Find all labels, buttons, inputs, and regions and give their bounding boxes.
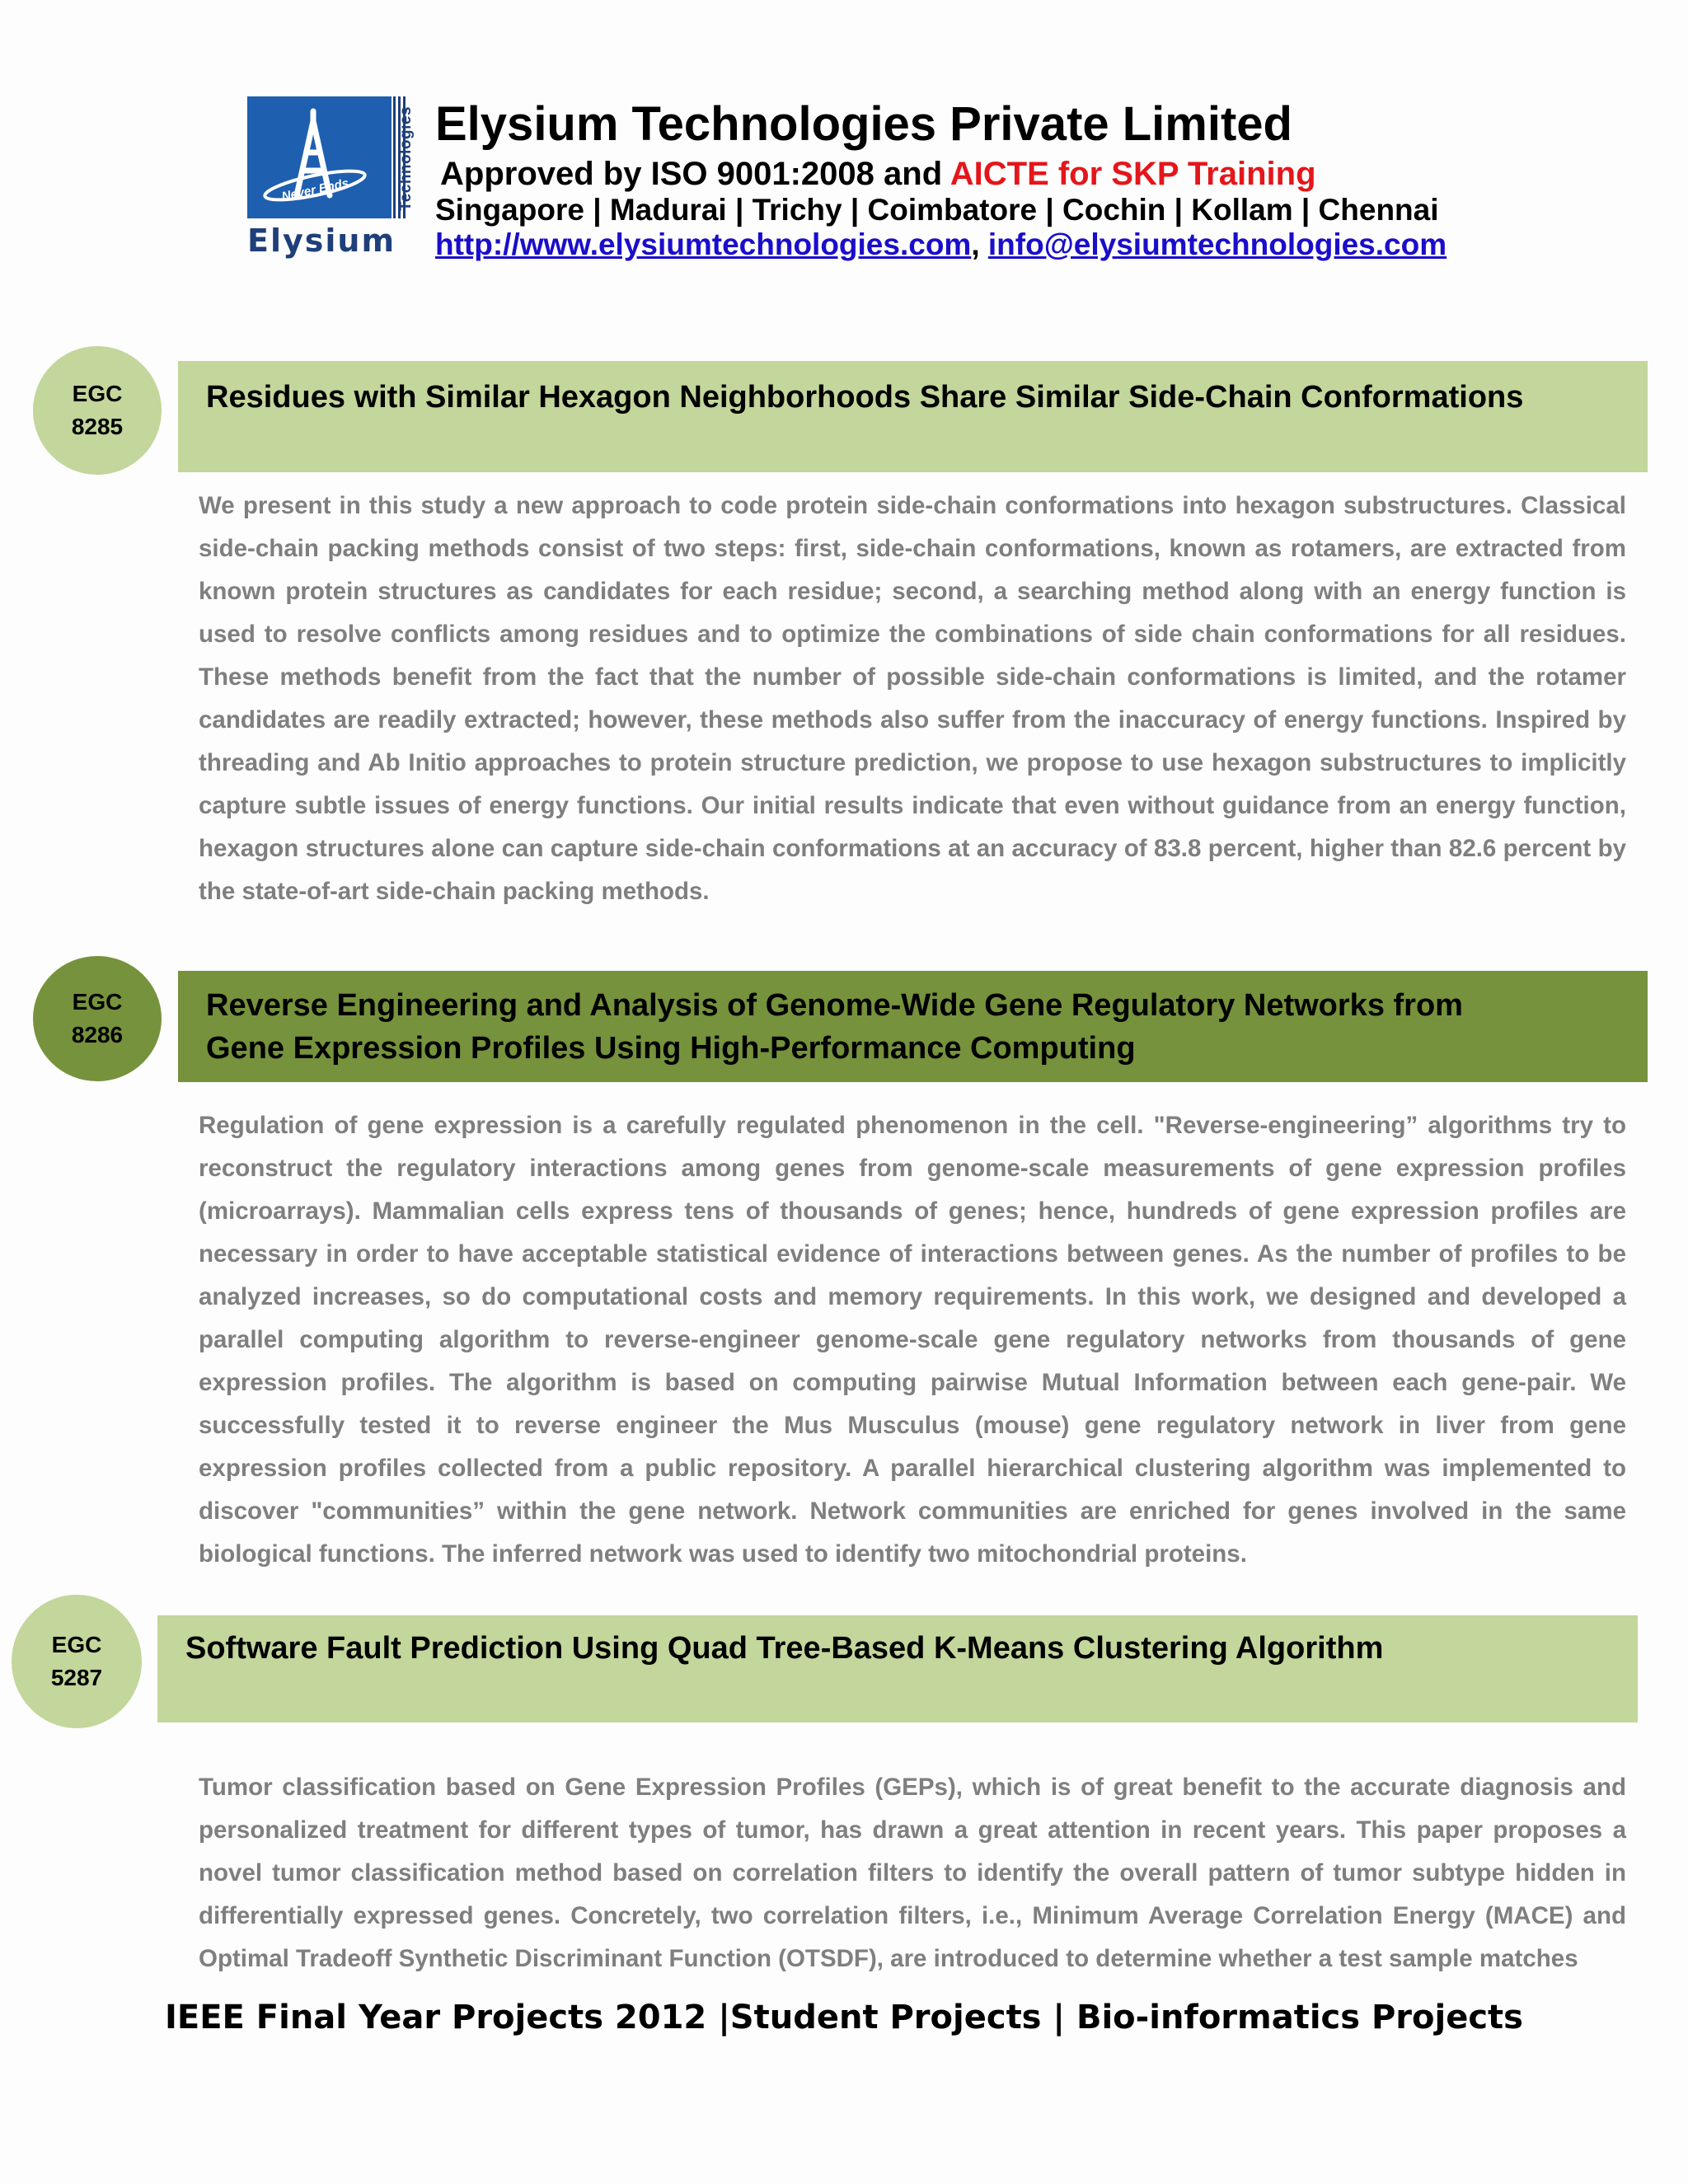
- project-title: Software Fault Prediction Using Quad Tree-Based K-Means Clustering Algorithm: [185, 1631, 1384, 1666]
- code-number: 5287: [50, 1665, 103, 1690]
- letterhead: [247, 95, 1533, 272]
- project-title-bar: [178, 361, 1648, 472]
- project-abstract: We present in this study a new approach to code protein side-chain conformations into hexagon substructures. Classical side-chain packing methods consist of two steps: first, side-chain conformations, known as rotamers, are extracted from known protein structures as candidates for each residue; second, a searching method along with an energy function is used to resolve conflicts among residues and to optimize the combinations of side chain conformations for all residues. These methods benefit from the fact that the number of possible side-chain conformations is limited, and the rotamer candidates are readily extracted; however, these methods also suffer from the inaccuracy of energy functions. Inspired by threading and Ab Initio approaches to protein structure prediction, we propose to use hexagon substructures to implicitly capture subtle issues of energy functions. Our initial results indicate that even without guidance from an energy function, hexagon structures alone can capture side-chain conformations at an accuracy of 83.8 percent, higher than 82.6 percent by the state-of-art side-chain packing methods.: [199, 492, 1626, 905]
- code-prefix: EGC: [72, 989, 123, 1015]
- project-title-line: Gene Expression Profiles Using High-Performance Computing: [206, 1031, 1136, 1066]
- link-separator: ,: [971, 227, 988, 261]
- company-name: Elysium Technologies Private Limited: [435, 97, 1292, 151]
- approval-text: Approved by ISO 9001:2008 and: [440, 156, 950, 192]
- logo-side-text: Technologies: [397, 105, 415, 211]
- company-logo: [247, 96, 392, 218]
- project-code-badge: [33, 956, 162, 1081]
- email-link[interactable]: info@elysiumtechnologies.com: [987, 227, 1447, 261]
- office-cities: Singapore | Madurai | Trichy | Coimbatore | Cochin | Kollam | Chennai: [435, 193, 1439, 227]
- project-abstract: Tumor classification based on Gene Expression Profiles (GEPs), which is of great benefit to the accurate diagnosis and personalized treatment for different types of tumor, has drawn a great attention in recent years. This paper proposes a novel tumor classification method based on correlation filters to identify the overall pattern of tumor subtype hidden in differentially expressed genes. Concretely, two correlation filters, i.e., Minimum Average Correlation Energy (MACE) and Optimal Tradeoff Synthetic Discriminant Function (OTSDF), are introduced to determine whether a test sample matches: [199, 1774, 1626, 1972]
- project-title-bar: [178, 971, 1648, 1082]
- project-title: Residues with Similar Hexagon Neighborhoods Share Similar Side-Chain Conformations: [206, 380, 1524, 415]
- project-abstract: Regulation of gene expression is a carefully regulated phenomenon in the cell. "Reverse-engineering” algorithms try to reconstruct the regulatory interactions among genes from genome-scale measurements of gene expression profiles (microarrays). Mammalian cells express tens of thousands of genes; hence, hundreds of gene expression profiles are necessary in order to have acceptable statistical evidence of interactions between genes. As the number of profiles to be analyzed increases, so do computational costs and memory requirements. In this work, we designed and developed a parallel computing algorithm to reverse-engineer genome-scale gene regulatory networks from thousands of gene expression profiles. The algorithm is based on computing pairwise Mutual Information between each gene-pair. We successfully tested it to reverse engineer the Mus Musculus (mouse) gene regulatory network in liver from gene expression profiles collected from a public repository. A parallel hierarchical clustering algorithm was implemented to discover "communities” within the gene network. Network communities are enriched for genes involved in the same biological functions. The inferred network was used to identify two mitochondrial proteins.: [199, 1112, 1626, 1568]
- code-prefix: EGC: [72, 381, 123, 406]
- tower-icon: [247, 96, 392, 218]
- project-title-bar: [157, 1615, 1638, 1722]
- code-number: 8286: [71, 1022, 124, 1047]
- project-code-badge: [33, 346, 162, 475]
- page-footer: IEEE Final Year Projects 2012 |Student Projects | Bio-informatics Projects: [165, 1999, 1523, 2036]
- approval-line: [440, 154, 1316, 194]
- project-code-badge: [12, 1595, 142, 1728]
- logo-wordmark: Elysium: [247, 223, 396, 259]
- code-prefix: EGC: [51, 1632, 102, 1657]
- project-title-line: Reverse Engineering and Analysis of Genome-Wide Gene Regulatory Networks from: [206, 988, 1463, 1023]
- website-link[interactable]: http://www.elysiumtechnologies.com: [435, 227, 972, 261]
- contact-links: [435, 227, 1447, 263]
- code-number: 8285: [71, 414, 124, 439]
- svg-text:Never Ends: Never Ends: [280, 176, 350, 204]
- approval-highlight: AICTE for SKP Training: [950, 156, 1316, 192]
